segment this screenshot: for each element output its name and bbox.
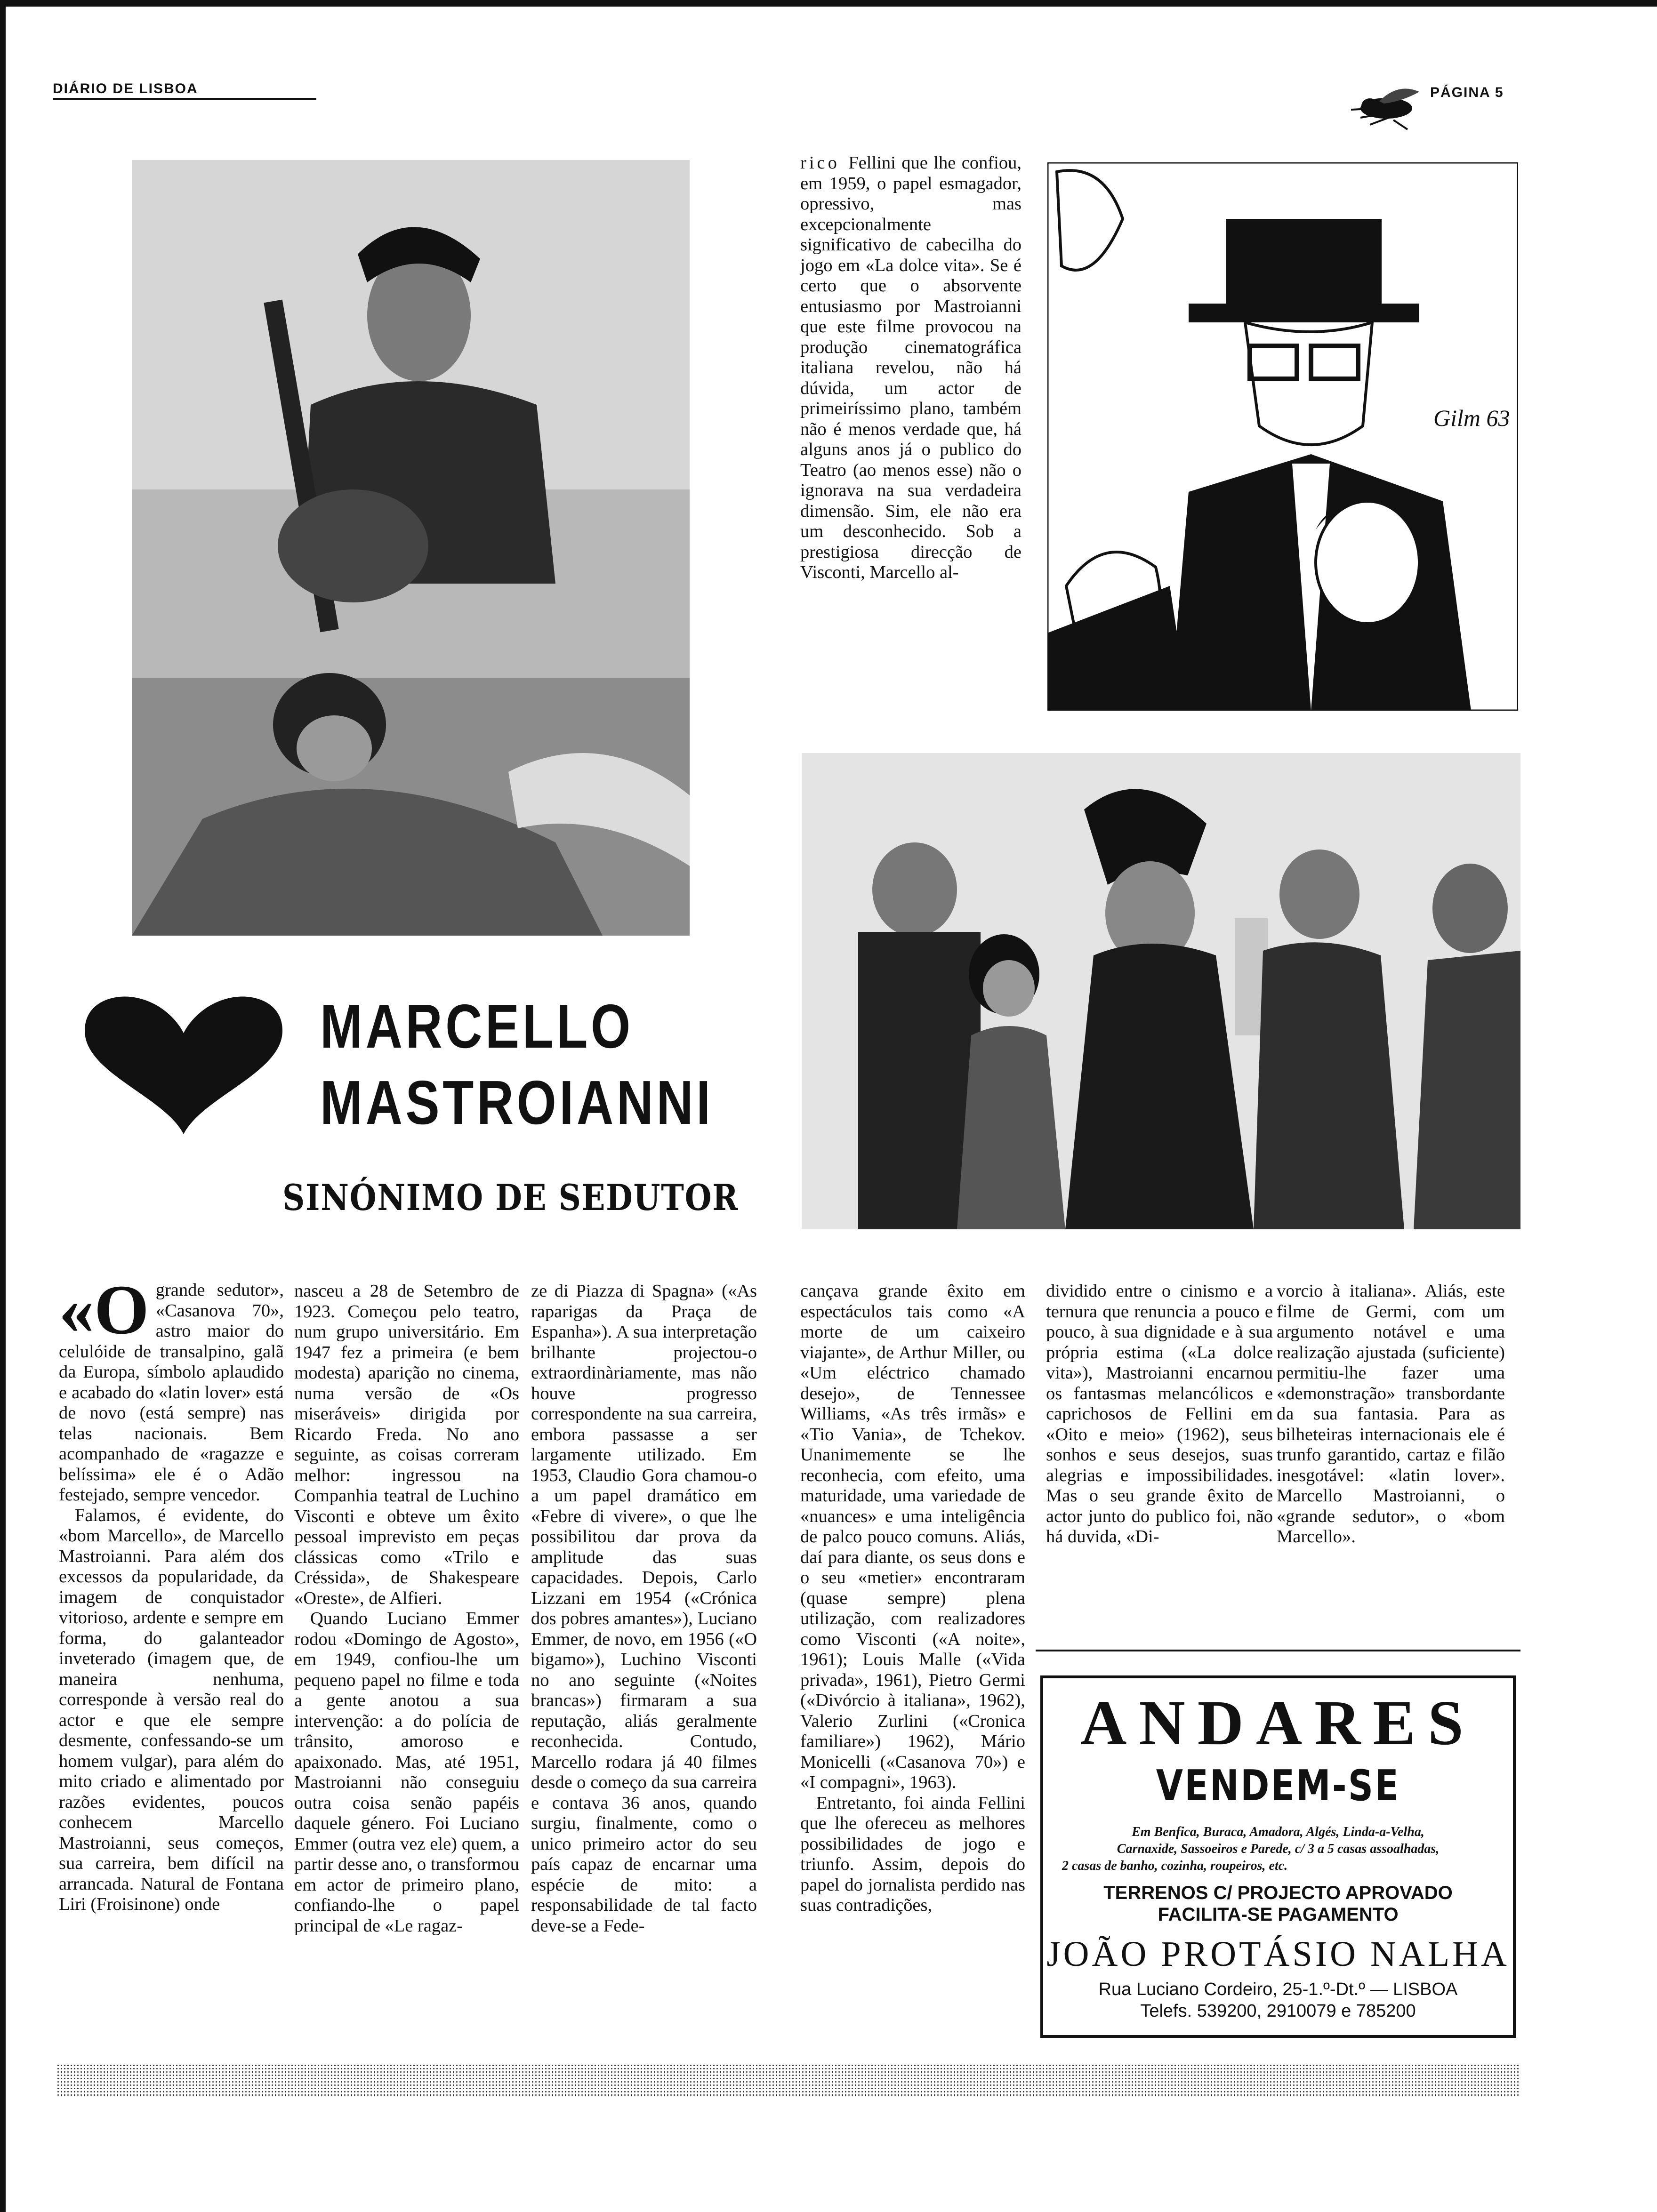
column-6 bbox=[1277, 1281, 1505, 1547]
column-5 bbox=[1046, 1281, 1273, 1547]
la-dolce-vita-photo bbox=[802, 753, 1520, 1229]
headline-line2: MASTROIANNI bbox=[320, 1068, 714, 1137]
ad-phones: Telefs. 539200, 2910079 e 785200 bbox=[1140, 2001, 1416, 2021]
intro-text: Fellini que lhe confiou, em 1959, o papel esmagador, opressivo, mas excepcionalmente significativo de cabecilha do jogo em «La dolce vita». Se é certo que o absorvente entusiasmo por Mastroianni que este filme provocou na produção cinematográfica italiana revelou, não há dúvida, um actor de primeiríssimo plano, também não é menos verdade que, há alguns anos já o publico do Teatro (ao menos esse) não o ignorava na sua verdadeira dimensão. Sim, ele não era um desconhecido. Sob a prestigiosa direcção de Visconti, Marcello al- bbox=[800, 153, 1022, 582]
col4-p1: cançava grande êxito em espectáculos tais como «A morte de um caixeiro viajante», de Arthur Miller, ou «Um eléctrico chamado desejo», de Tennessee Williams, «As três irmãs» e «Tio Vania», de Tchekov. Unanimemente se lhe reconhecia, com efeito, uma maturidade, uma variedade de «nuances» e uma inteligência de palco pouco comuns. Aliás, daí para diante, os seus dons e o seu «metier» encontraram (quase sempre) plena utilização, com realizadores como Visconti («A noite», 1961); Louis Malle («Vida privada», 1961), Pietro Germi («Divórcio à italiana», 1962), Valerio Zurlini («Cronica familiare») 1962), Mário Monicelli («Casanova 70») e «I compagni», 1963). bbox=[800, 1281, 1025, 1792]
ad-headline: ANDARES bbox=[1080, 1688, 1476, 1758]
ad-seller: JOÃO PROTÁSIO NALHA bbox=[1046, 1934, 1510, 1974]
headline-subtitle: SINÓNIMO DE SEDUTOR bbox=[282, 1177, 739, 1218]
col5-p1: dividido entre o cinismo e a ternura que renuncia a pouco e pouco, à sua dignidade e à sua própria estima («La dolce vita»), Mastroianni encarnou os fantasmas melancólicos e caprichosos de Fellini em «Oito e meio» (1962), seus sonhos e seus desejos, suas alegrias e impossibilidades. Mas o seu grande êxito de actor junto do publico foi, não há duvida, «Di- bbox=[1046, 1281, 1273, 1547]
col2-p2: Quando Luciano Emmer rodou «Domingo de Agosto», em 1949, confiou-lhe um pequeno papel no filme e toda a gente anotou a sua intervenção: a do polícia de trânsito, amoroso e apaixonado. Mas, até 1951, Mastroianni não conseguiu outra coisa senão papéis daquele género. Foi Luciano Emmer (outra vez ele) quem, a partir desse ano, o transformou em actor de primeiro plano, confiando-lhe o papel principal de «Le ragaz- bbox=[294, 1609, 519, 1936]
ad-locations-3: 2 casas de banho, cozinha, roupeiros, etc. bbox=[1062, 1859, 1288, 1873]
newspaper-name: DIÁRIO DE LISBOA bbox=[53, 81, 198, 96]
intro-lead: rico bbox=[800, 153, 849, 173]
top-border bbox=[0, 0, 1657, 7]
col6-p1: vorcio à italiana». Aliás, este filme de Germi, com um argumento notável e uma realização ajustada (suficiente) permitiu-lhe fazer uma «demonstração» transbordante da sua fantasia. Para as bilheteiras internacionais ele é trunfo garantido, cartaz e filão inesgotável: «latin lover». Marcello Mastroianni, o «grande sedutor», o «bom Marcello». bbox=[1277, 1281, 1505, 1547]
col1-p2: Falamos, é evidente, do «bom Marcello», de Marcello Mastroianni. Para além dos excessos da popularidade, da imagem de conquistador vitorioso, ardente e sempre em forma, do galanteador inveterado (imagem que, de maneira nenhuma, corresponde à versão real do actor e que ele sempre desmente, confessando-se um homem vulgar), para além do mito criado e alimentado por razões evidentes, poucos conhecem Marcello Mastroianni, seus começos, sua carreira, bem difícil na arrancada. Natural de Fontana Liri (Froisinone) onde bbox=[59, 1505, 284, 1914]
mastroianni-guitar-photo bbox=[132, 160, 690, 936]
header-rule bbox=[53, 98, 316, 100]
col1-p1: grande sedutor», «Casanova 70», astro maior do celulóide de transalpino, galã da Europa, símbolo aplaudido e acabado do «latin lover» está de novo (está sempre) nas telas nacionais. Bem acompanhado de «ragazze e belíssima» ele é o Adão festejado, sempre vencedor. bbox=[59, 1280, 284, 1505]
col3-p1: ze di Piazza di Spagna» («As raparigas da Praça de Espanha»). A sua interpretação brilhante projectou-o extraordinàriamente, mas não houve progresso correspondente na sua carreira, embora passasse a ser largamente utilizado. Em 1953, Claudio Gora chamou-o a um papel dramático em «Febre di vivere», o que lhe possibilitou dar prova da amplitude das suas capacidades. Depois, Carlo Lizzani em 1954 («Crónica dos pobres amantes»), Luciano Emmer, de novo, em 1956 («O bigamo»), Luchino Visconti no ano seguinte («Noites brancas») firmaram a sua reputação, aliás geralmente reconhecida. Contudo, Marcello rodara já 40 filmes desde o começo da sua carreira e contava 36 anos, quando surgiu, finalmente, como o unico primeiro actor do seu país capaz de encarnar uma espécie de mito: a responsabilidade de tal facto deve-se a Fede- bbox=[531, 1281, 757, 1936]
column-4 bbox=[800, 1281, 1025, 1916]
ad-locations-1: Em Benfica, Buraca, Amadora, Algés, Linda-a-Velha, bbox=[1132, 1825, 1424, 1839]
ad-pagamento: FACILITA-SE PAGAMENTO bbox=[1158, 1904, 1399, 1925]
caricature-signature: Gilm 63 bbox=[1433, 405, 1510, 431]
real-estate-advertisement bbox=[1040, 1675, 1516, 2038]
ad-separator-rule bbox=[1036, 1650, 1520, 1651]
column-2 bbox=[294, 1281, 519, 1936]
col4-p2: Entretanto, foi ainda Fellini que lhe ofereceu as melhores possibilidades de jogo e triunfo. Assim, depois do papel do jornalista perdido nas suas contradições, bbox=[800, 1793, 1025, 1915]
dropcap: «O bbox=[59, 1271, 149, 1349]
ad-terrenos: TERRENOS C/ PROJECTO APROVADO bbox=[1103, 1883, 1453, 1903]
ad-subheadline: VENDEM-SE bbox=[1156, 1761, 1400, 1811]
bottom-dotted-band bbox=[56, 2064, 1520, 2097]
headline-line1: MARCELLO bbox=[320, 992, 634, 1061]
intro-column bbox=[800, 153, 1022, 583]
column-1 bbox=[59, 1271, 284, 1915]
caricature-drawing bbox=[1047, 162, 1518, 711]
page-number: PÁGINA 5 bbox=[1430, 85, 1504, 100]
ad-locations-2: Carnaxide, Sassoeiros e Parede, c/ 3 a 5 casas assoalhadas, bbox=[1117, 1842, 1440, 1856]
fly-icon bbox=[1342, 82, 1422, 134]
left-border bbox=[0, 0, 6, 2212]
col2-p1: nasceu a 28 de Setembro de 1923. Começou pelo teatro, num grupo universitário. Em 1947 fez a primeira (e bem modesta) aparição no cinema, numa versão de «Os miseráveis» dirigida por Ricardo Freda. No ano seguinte, as coisas correram melhor: ingressou na Companhia teatral de Luchino Visconti e obteve um êxito pessoal imprevisto em peças clássicas como «Trilo e Créssida», de Shakespeare «Oreste», de Alfieri. bbox=[294, 1281, 519, 1608]
heart-icon bbox=[80, 993, 287, 1134]
ad-address: Rua Luciano Cordeiro, 25-1.º-Dt.º — LISBOA bbox=[1098, 1980, 1458, 1999]
column-3 bbox=[531, 1281, 757, 1936]
